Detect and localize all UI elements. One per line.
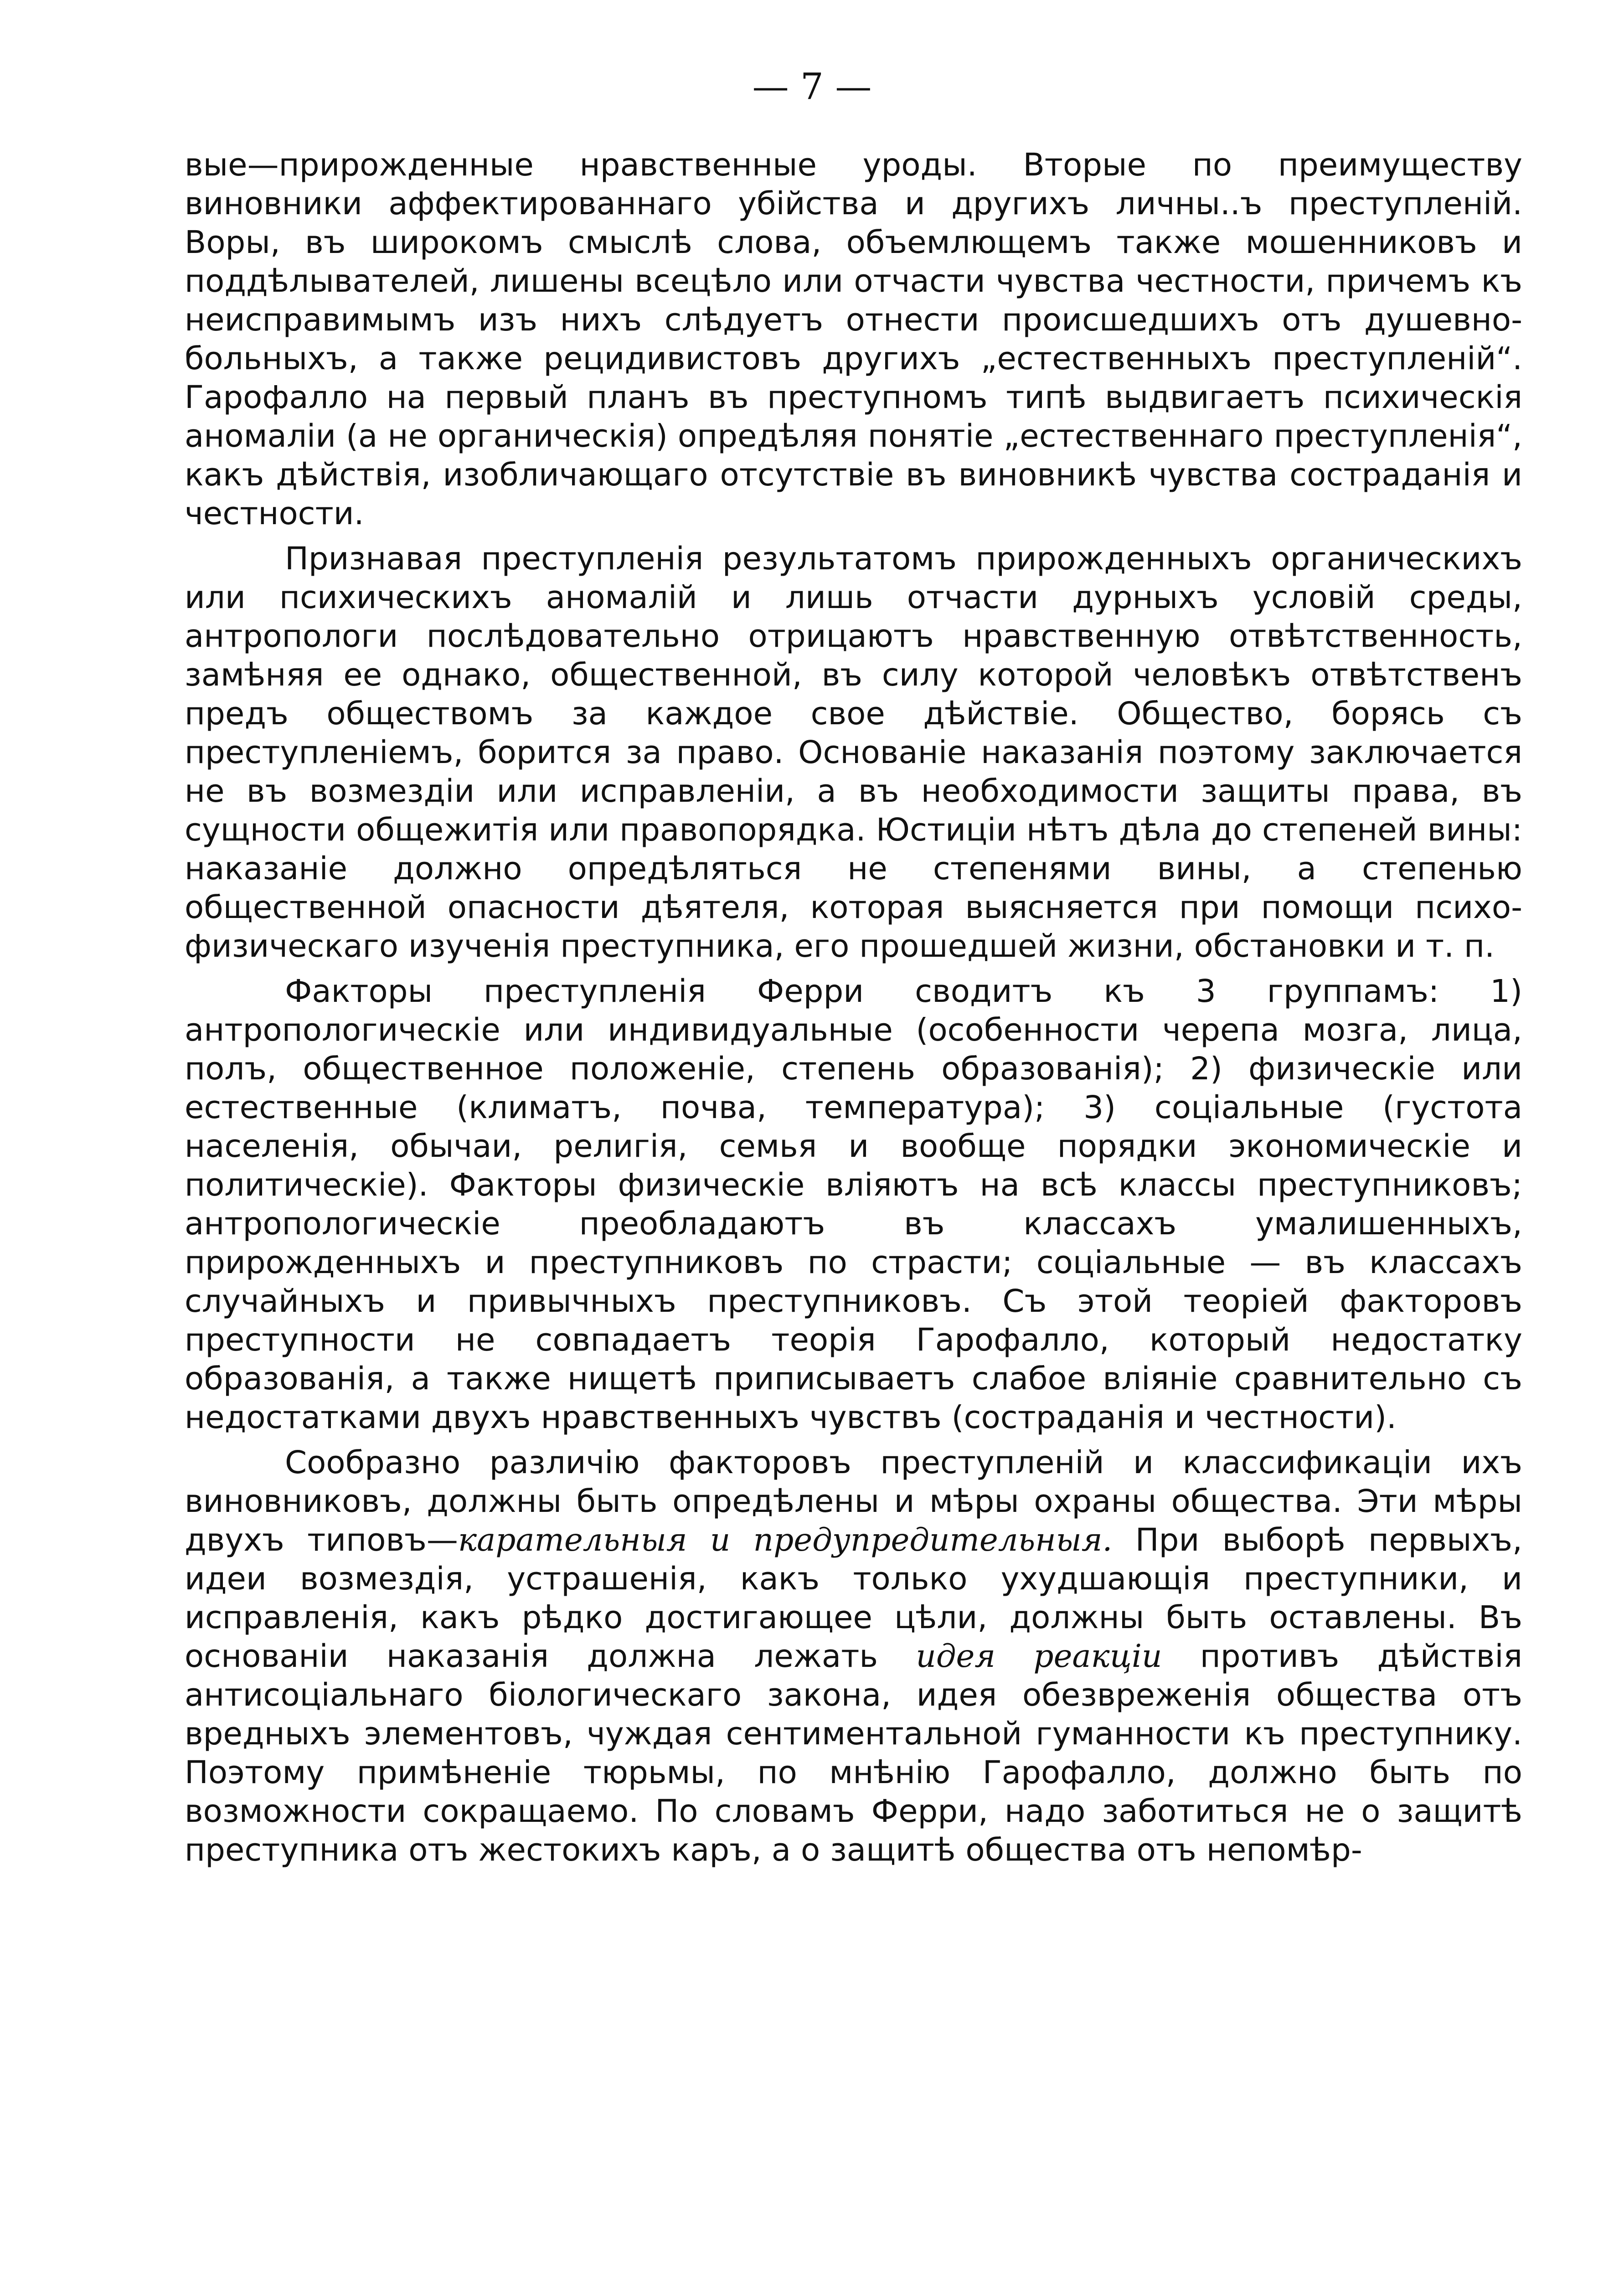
paragraph-1: вые—прирожденные нравственные уроды. Вторые по преимуществу виновники аффектированнаго убійства и другихъ личны..ъ преступленій. Воры, въ широкомъ смыслѣ слова, объемлющемъ также мошенниковъ и поддѣлывателей, лишены всецѣло или отчасти чувства честности, причемъ къ неисправимымъ изъ нихъ слѣдуетъ отнести происшедшихъ отъ душевно-больныхъ, а также рецидивистовъ другихъ „естественныхъ преступленій“. Гарофалло на первый планъ въ преступномъ типѣ выдвигаетъ психическія аномаліи (а не органическія) опредѣляя понятіе „естественнаго преступленія“, какъ дѣйствія, изобличающаго отсутствіе въ виновникѣ чувства состраданія и честности. (185, 147, 1522, 532)
paragraph-4-italic-b: идея реакціи (916, 1638, 1162, 1675)
page-number: — 7 — (752, 65, 872, 108)
paragraph-2: Признавая преступленія результатомъ прирожденныхъ органическихъ или психическихъ аномалій и лишь отчасти дурныхъ условій среды, антропологи послѣдовательно отрицаютъ нравственную отвѣтственность, замѣняя ее однако, общественной, въ силу которой человѣкъ отвѣтственъ предъ обществомъ за каждое свое дѣйствіе. Общество, борясь съ преступленіемъ, борится за право. Основаніе наказанія поэтому заключается не въ возмездіи или исправленіи, а въ необходимости защиты права, въ сущности общежитія или правопорядка. Юстиціи нѣтъ дѣла до степеней вины: наказаніе должно опредѣляться не степенями вины, а степенью общественной опасности дѣятеля, которая выясняется при помощи психо-физическаго изученія преступника, его прошедшей жизни, обстановки и т. п. (185, 541, 1522, 964)
paragraph-4-part-b: При выборѣ первыхъ, идеи возмездія, устрашенія, какъ только ухудшающія преступники, и исправленія, какъ рѣдко достигающее цѣли, должны быть оставлены. Въ основаніи наказанія должна лежать (185, 1522, 1522, 1675)
paragraph-3: Факторы преступленія Ферри сводитъ къ 3 группамъ: 1) антропологическіе или индивидуальные (особенности черепа мозга, лица, полъ, общественное положеніе, степень образованія); 2) физическіе или естественные (климатъ, почва, температура); 3) соціальные (густота населенія, обычаи, религія, семья и вообще порядки экономическіе и политическіе). Факторы физическіе вліяютъ на всѣ классы преступниковъ; антропологическіе преобладаютъ въ классахъ умалишенныхъ, прирожденныхъ и преступниковъ по страсти; соціальные — въ классахъ случайныхъ и привычныхъ преступниковъ. Съ этой теоріей факторовъ преступности не совпадаетъ теорія Гарофалло, который недостатку образованія, а также нищетѣ приписываетъ слабое вліяніе сравнительно съ недостатками двухъ нравственныхъ чувствъ (состраданія и честности). (185, 973, 1522, 1436)
page-body (185, 146, 1522, 1876)
paragraph-4-part-a: Сообразно различію факторовъ преступленій и классификаціи ихъ виновниковъ, должны быть опредѣлены и мѣры охраны общества. Эти мѣры двухъ типовъ— (185, 1444, 1522, 1558)
paragraph-4-italic-a: карательныя и предупредительныя. (458, 1522, 1113, 1558)
paragraph-4 (185, 1444, 1522, 1870)
paragraph-4-part-c: противъ дѣйствія антисоціальнаго біологическаго закона, идея обезвреженія общества отъ вредныхъ элементовъ, чуждая сентиментальной гуманности къ преступнику. Поэтому примѣненіе тюрьмы, по мнѣнію Гарофалло, должно быть по возможности сокращаемо. По словамъ Ферри, надо заботиться не о защитѣ преступника отъ жестокихъ каръ, а о защитѣ общества отъ непомѣр- (185, 1638, 1523, 1868)
